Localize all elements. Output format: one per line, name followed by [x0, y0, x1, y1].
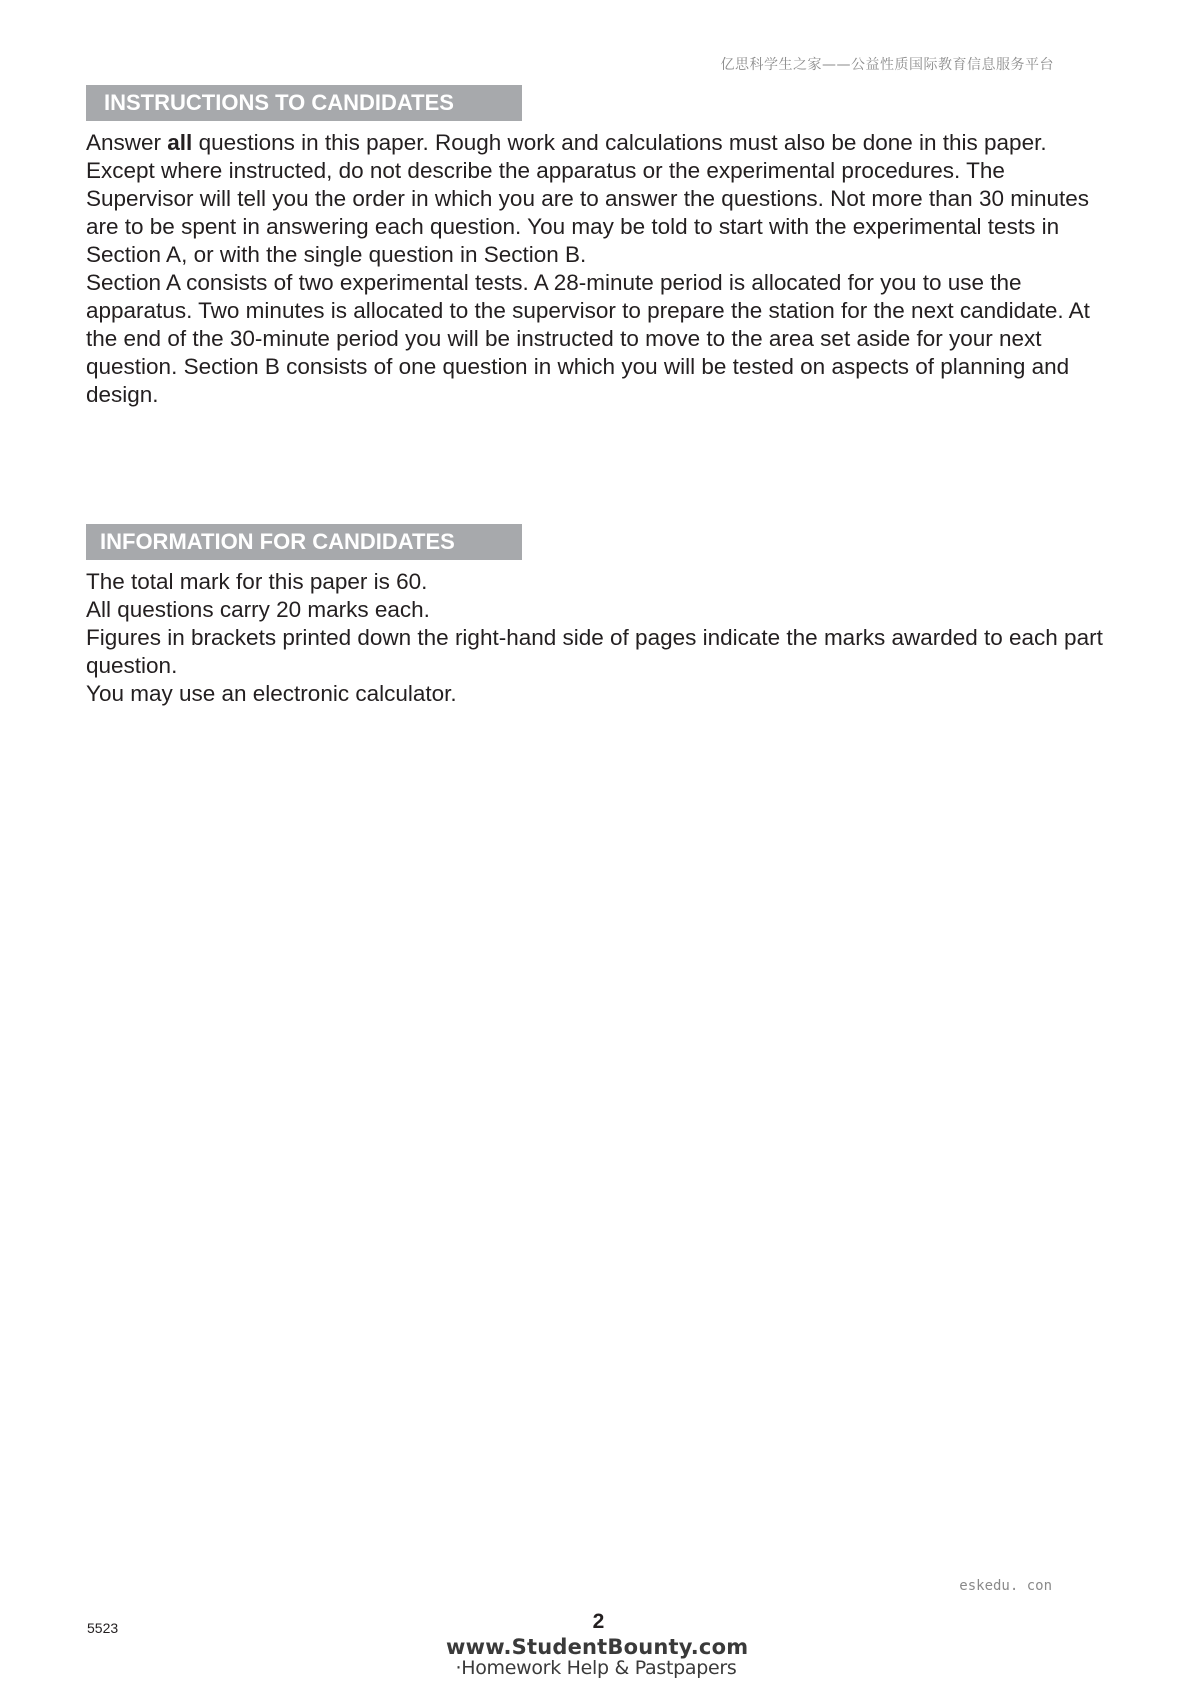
- header-watermark: 亿思科学生之家——公益性质国际教育信息服务平台: [720, 57, 1054, 73]
- information-line: All questions carry 20 marks each.: [86, 597, 430, 622]
- logo-site: www.StudentBounty.com: [446, 1635, 749, 1659]
- page-number: 2: [592, 1610, 605, 1633]
- instructions-p1-bold: all: [167, 130, 193, 155]
- instructions-heading: INSTRUCTIONS TO CANDIDATES: [86, 85, 522, 121]
- instructions-p1-prefix: Answer: [86, 130, 168, 155]
- information-line: The total mark for this paper is 60.: [86, 569, 428, 594]
- footer-eskedu-watermark: eskedu. con: [959, 1578, 1052, 1594]
- information-line: You may use an electronic calculator.: [86, 681, 457, 706]
- instructions-section: [86, 85, 1116, 409]
- information-section: [86, 524, 1116, 708]
- paper-code: 5523: [87, 1620, 119, 1636]
- information-line: Figures in brackets printed down the right-hand side of pages indicate the marks awarded to each part question.: [86, 625, 1103, 678]
- instructions-paragraph-1: [86, 129, 1116, 269]
- logo-tagline: ·Homework Help & Pastpapers: [455, 1657, 737, 1679]
- instructions-p1-suffix: questions in this paper. Rough work and calculations must also be done in this paper. Except where instructed, do not describe the apparatus or the experimental procedures. The Supervisor will tell you the order in which you are to answer the questions. Not more than 30 minutes are to be spent in answering each question. You may be told to start with the experimental tests in Section A, or with the single question in Section B.: [86, 130, 1090, 267]
- studentbounty-logo: [446, 1635, 749, 1682]
- instructions-paragraph-2: Section A consists of two experimental tests. A 28-minute period is allocated for you to use the apparatus. Two minutes is allocated to the supervisor to prepare the station for the next candidate. At the end of the 30-minute period you will be instructed to move to the area set aside for your next question. Section B consists of one question in which you will be tested on aspects of planning and design.: [86, 270, 1090, 407]
- information-heading: INFORMATION FOR CANDIDATES: [86, 524, 522, 560]
